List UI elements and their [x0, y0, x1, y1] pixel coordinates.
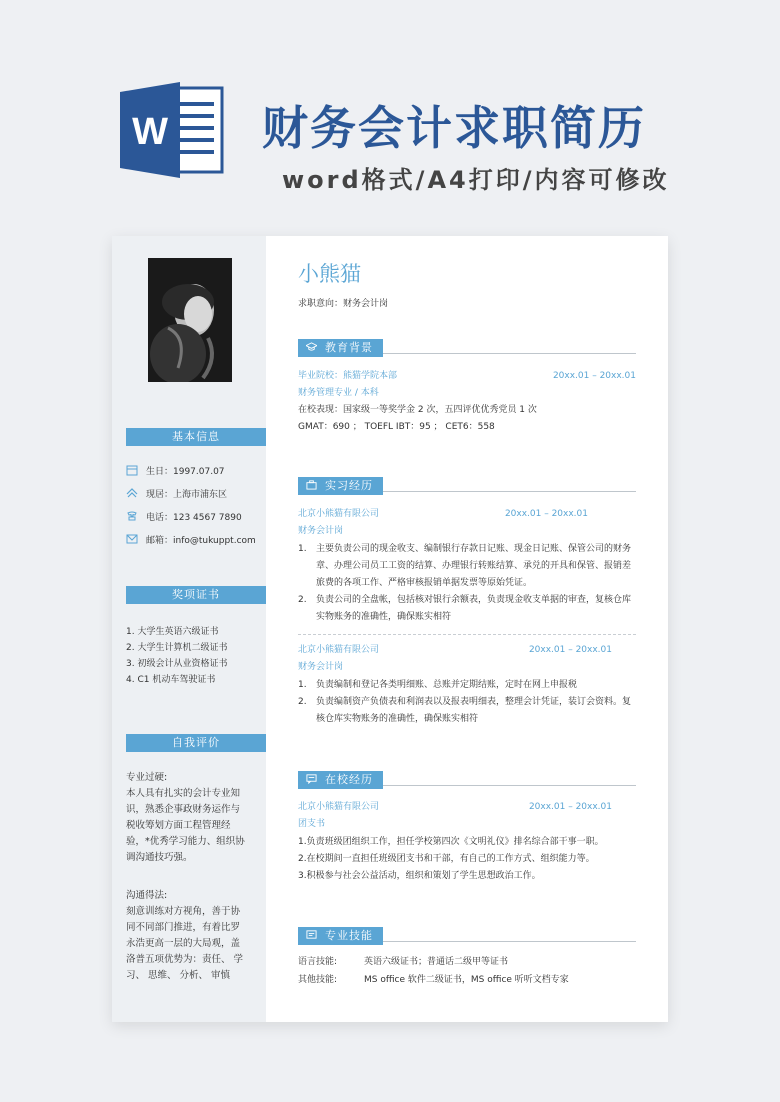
job-1-role: 财务会计岗 [298, 526, 344, 536]
basic-info-heading: 基本信息 [126, 428, 266, 446]
campus-role: 团支书 [298, 819, 326, 829]
skills-heading: 专业技能 [298, 924, 636, 942]
resume-main [266, 236, 668, 1022]
candidate-name: 小熊猫 [298, 262, 361, 286]
certs-heading: 奖项证书 [126, 586, 266, 604]
divider [298, 634, 636, 635]
certificate-icon [306, 929, 317, 940]
list-item: 1. 负责编制和登记各类明细账、总账并定期结账，定时在网上申报税 [298, 680, 578, 690]
list-item: 2. 负责公司的全盘帐，包括核对银行余额表，负责现金收支单据的审查，复核仓库实物账务的准确性，确保账实相符 [298, 595, 632, 622]
mail-icon [126, 533, 138, 545]
home-icon [126, 487, 138, 499]
word-logo-icon [118, 80, 228, 180]
info-email: 邮箱：info@tukuppt.com [126, 533, 264, 549]
info-phone: 电话：123 4567 7890 [126, 510, 264, 526]
certs-list [126, 624, 264, 688]
job-intent: 求职意向：财务会计岗 [298, 299, 389, 309]
campus-org: 北京小熊猫有限公司 20xx.01 – 20xx.01 [298, 799, 636, 815]
graduation-cap-icon [306, 341, 317, 352]
phone-icon [126, 510, 138, 522]
campus-heading: 在校经历 [298, 768, 636, 786]
education-heading: 教育背景 [298, 336, 636, 354]
education-scores: GMAT：690 ； TOEFL IBT：95 ； CET6：558 [298, 422, 495, 432]
job-2-duties [298, 677, 636, 728]
campus-date: 20xx.01 – 20xx.01 [528, 802, 612, 812]
skill-row-other: 其他技能: MS office 软件二级证书，MS office 听听文档专家 [298, 975, 569, 985]
resume-sidebar [112, 236, 266, 1022]
education-school: 毕业院校：熊猫学院本部 20xx.01 – 20xx.01 [298, 368, 636, 384]
list-item: 3. 初级会计从业资格证书 [126, 659, 228, 669]
info-residence: 现居：上海市浦东区 [126, 487, 264, 503]
info-birthday: 生日：1997.07.07 [126, 464, 264, 480]
education-major: 财务管理专业 / 本科 [298, 388, 379, 398]
list-item: 2. 大学生计算机二级证书 [126, 643, 228, 653]
page-title: 财务会计求职简历 [262, 101, 646, 155]
list-item: 1. 大学生英语六级证书 [126, 627, 219, 637]
job-1-duties [298, 541, 636, 626]
campus-item-2: 2.在校期间一直担任班级团支书和干部，有自己的工作方式、组织能力等。 [298, 854, 595, 864]
list-item: 1. 主要负责公司的现金收支、编制银行存款日记账、现金日记账、保管公司的财务章、办理公司员工工资的结算、办理银行转账结算、承兑的开具和保管、报销差旅费的各项工作、严格审核报销单据发票等原始凭证。 [298, 544, 632, 588]
list-item: 2. 负责编制资产负债表和利润表以及报表明细表，整理会计凭证，装订会资料。复核仓库实物账务的准确性，确保账实相符 [298, 697, 632, 724]
education-detail: 在校表现：国家级一等奖学金 2 次，五四评优优秀党员 1 次 [298, 405, 537, 415]
chat-icon [306, 773, 317, 784]
campus-item-1: 1.负责班级团组织工作，担任学校第四次《文明礼仪》排名综合部干事一职。 [298, 837, 604, 847]
job-2-role: 财务会计岗 [298, 662, 344, 672]
experience-heading: 实习经历 [298, 474, 636, 492]
list-item: 4. C1 机动车驾驶证书 [126, 675, 216, 685]
word-logo-letter: W [132, 111, 168, 153]
self-eval-heading: 自我评价 [126, 734, 266, 752]
job-2-date: 20xx.01 – 20xx.01 [528, 645, 612, 655]
briefcase-icon [306, 479, 317, 490]
resume-paper [112, 236, 668, 1022]
profile-photo [148, 258, 232, 382]
job-1-company: 北京小熊猫有限公司 20xx.01 – 20xx.01 [298, 506, 636, 522]
portrait-image-icon [148, 258, 232, 382]
self-eval-block-2: 沟通得法: 刻意训练对方视角，善于协 同不同部门推进，有着比罗 永浩更高一层的大局观，盖 洛普五项优势为：责任、 学 习、 思维、 分析、 审慎 [126, 890, 244, 981]
page-subtitle: word格式/A4打印/内容可修改 [282, 166, 670, 194]
campus-item-3: 3.积极参与社会公益活动，组织和策划了学生思想政治工作。 [298, 871, 541, 881]
self-eval-block-1: 专业过硬: 本人具有扎实的会计专业知 识，熟悉企事政财务运作与 税收筹划方面工程管理经 验，*优秀学习能力、组织协 调沟通技巧强。 [126, 772, 245, 863]
education-date: 20xx.01 – 20xx.01 [552, 371, 636, 381]
job-1-date: 20xx.01 – 20xx.01 [504, 509, 588, 519]
skill-row-language: 语言技能: 英语六级证书；普通话二级甲等证书 [298, 957, 509, 967]
calendar-icon [126, 464, 138, 476]
job-2-company: 北京小熊猫有限公司 20xx.01 – 20xx.01 [298, 642, 636, 658]
